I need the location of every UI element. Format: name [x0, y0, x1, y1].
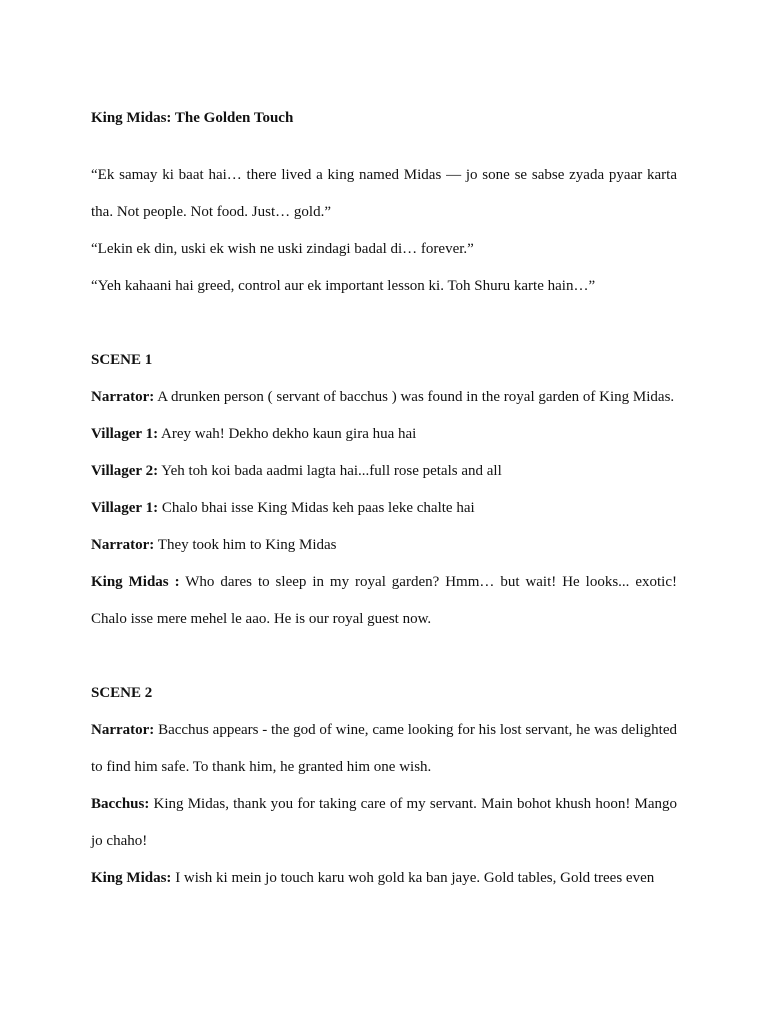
section-spacer: [91, 305, 677, 342]
dialogue-text: Chalo bhai isse King Midas keh paas leke chalte hai: [158, 500, 475, 516]
dialogue-line: [91, 527, 677, 564]
intro-paragraph: “Ek samay ki baat hai… there lived a king named Midas — jo sone se sabse zyada pyaar karta tha. Not people. Not food. Just… gold.”: [91, 167, 677, 220]
scene-heading: SCENE 2: [91, 685, 153, 701]
dialogue-line: [91, 786, 677, 860]
dialogue-line: [91, 712, 677, 786]
dialogue-text: They took him to King Midas: [154, 537, 337, 553]
dialogue-text: A drunken person ( servant of bacchus ) was found in the royal garden of King Midas.: [154, 389, 675, 405]
speaker-name: King Midas:: [91, 870, 172, 886]
intro-paragraph: “Lekin ek din, uski ek wish ne uski zindagi badal di… forever.”: [91, 241, 474, 257]
dialogue-text: Bacchus appears - the god of wine, came looking for his lost servant, he was delighted to find him safe. To thank him, he granted him one wish.: [91, 722, 677, 775]
dialogue-line: [91, 564, 677, 638]
dialogue-line: [91, 860, 677, 897]
scene-2: [91, 675, 677, 897]
dialogue-line: [91, 416, 677, 453]
dialogue-text: Yeh toh koi bada aadmi lagta hai...full rose petals and all: [158, 463, 502, 479]
dialogue-text: I wish ki mein jo touch karu woh gold ka ban jaye. Gold tables, Gold trees even: [171, 870, 655, 886]
speaker-name: Bacchus:: [91, 796, 150, 812]
speaker-name: King Midas :: [91, 574, 180, 590]
speaker-name: Villager 2:: [91, 463, 159, 479]
dialogue-text: Who dares to sleep in my royal garden? Hmm… but wait! He looks... exotic! Chalo isse mere mehel le aao. He is our royal guest now.: [91, 574, 677, 627]
dialogue-line: [91, 379, 677, 416]
dialogue-line: [91, 453, 677, 490]
dialogue-text: King Midas, thank you for taking care of my servant. Main bohot khush hoon! Mango jo chaho!: [91, 796, 677, 849]
intro-section: [91, 157, 677, 305]
section-spacer: [91, 638, 677, 675]
speaker-name: Villager 1:: [91, 500, 159, 516]
scene-1: [91, 342, 677, 638]
dialogue-text: Arey wah! Dekho dekho kaun gira hua hai: [158, 426, 417, 442]
document-page: [91, 104, 677, 897]
dialogue-line: [91, 490, 677, 527]
speaker-name: Narrator:: [91, 722, 155, 738]
intro-paragraph: “Yeh kahaani hai greed, control aur ek important lesson ki. Toh Shuru karte hain…”: [91, 278, 596, 294]
scene-heading: SCENE 1: [91, 352, 153, 368]
speaker-name: Narrator:: [91, 537, 155, 553]
speaker-name: Narrator:: [91, 389, 155, 405]
speaker-name: Villager 1:: [91, 426, 159, 442]
document-title: King Midas: The Golden Touch: [91, 110, 294, 126]
